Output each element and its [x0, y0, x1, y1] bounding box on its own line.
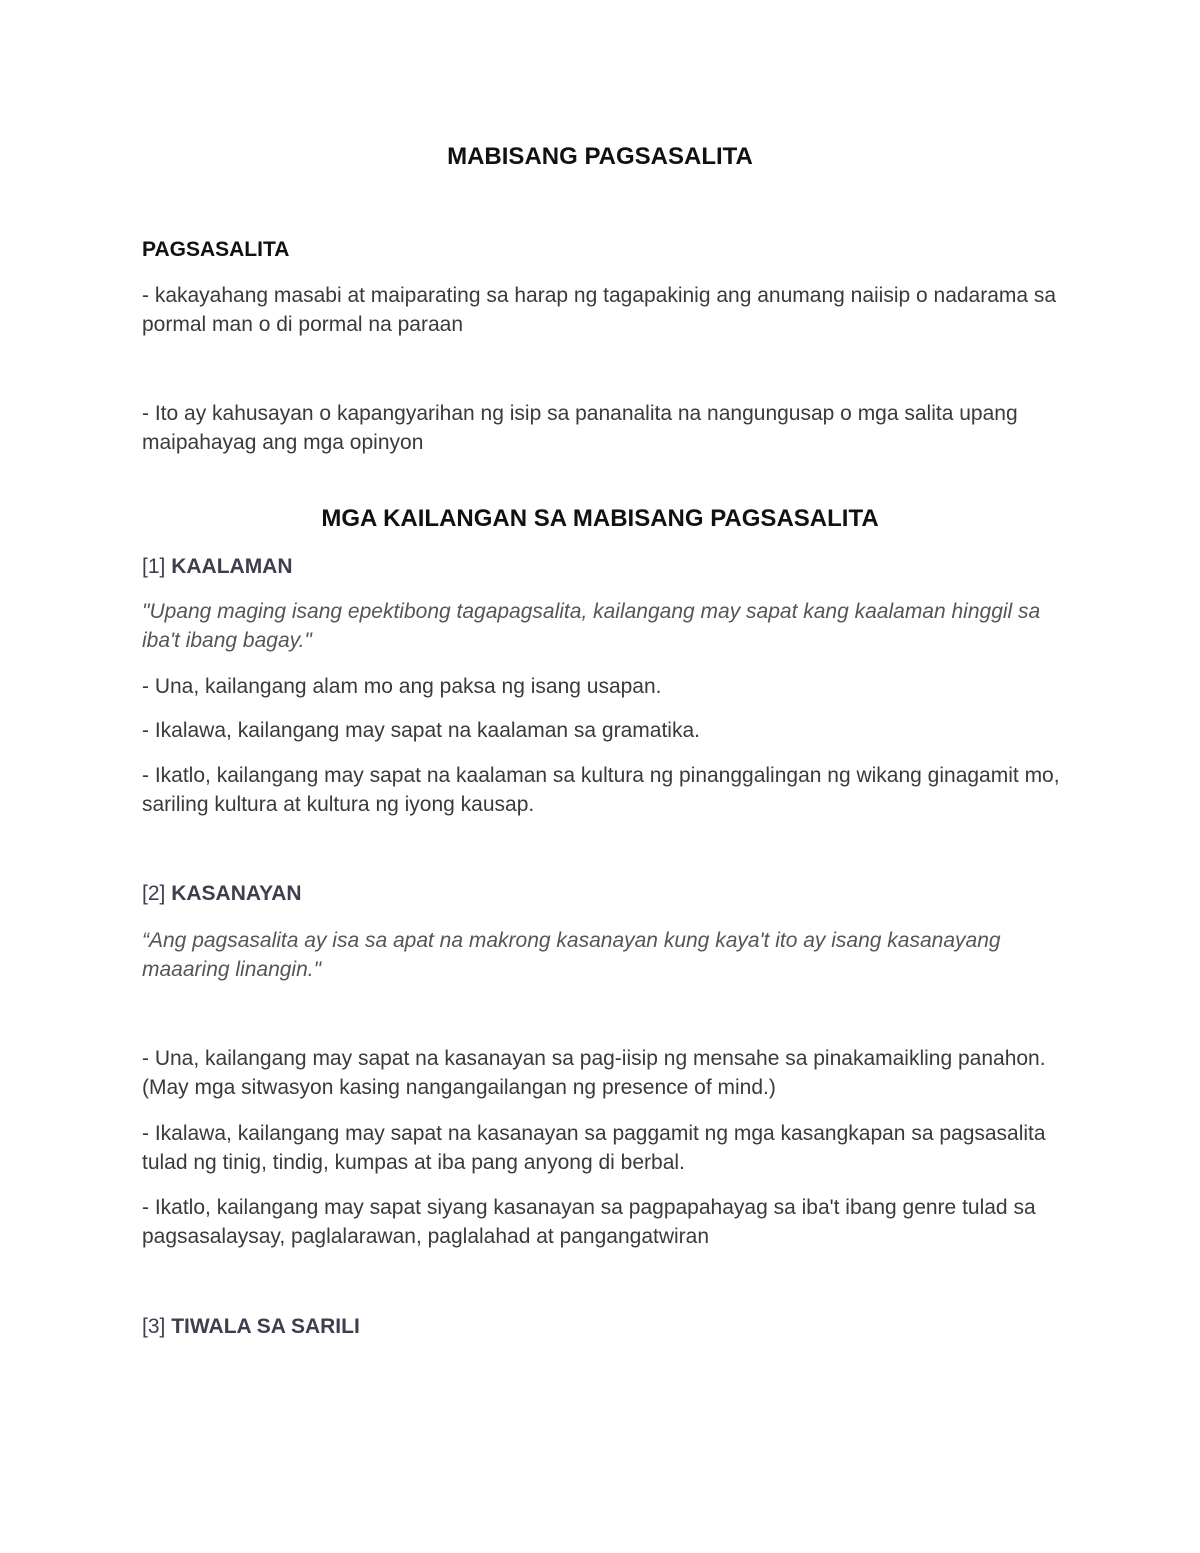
- section-number: [2]: [142, 882, 166, 905]
- section-quote: “Ang pagsasalita ay isa sa apat na makrong kasanayan kung kaya't ito ay isang kasanayang maaaring linangin.": [142, 929, 1001, 981]
- section-name: TIWALA SA SARILI: [171, 1315, 360, 1338]
- section-point: - Una, kailangang may sapat na kasanayan sa pag-iisip ng mensahe sa pinakamaikling panahon. (May mga sitwasyon kasing nangangailangan ng presence of mind.): [142, 1047, 1046, 1099]
- section-point: - Ikatlo, kailangang may sapat na kaalaman sa kultura ng pinanggalingan ng wikang ginagamit mo, sariling kultura at kultura ng iyong kausap.: [142, 764, 1060, 816]
- section-heading-tiwala: [142, 1315, 360, 1339]
- section-point: - Una, kailangang alam mo ang paksa ng isang usapan.: [142, 675, 662, 698]
- definition-item-2: - Ito ay kahusayan o kapangyarihan ng isip sa pananalita na nangungusap o mga salita upang maipahayag ang mga opinyon: [142, 402, 1018, 454]
- section-number: [3]: [142, 1315, 166, 1338]
- section-title: MGA KAILANGAN SA MABISANG PAGSASALITA: [321, 505, 879, 532]
- section-point: - Ikalawa, kailangang may sapat na kaalaman sa gramatika.: [142, 719, 700, 742]
- section-name: KAALAMAN: [171, 555, 293, 578]
- definition-item-1: - kakayahang masabi at maiparating sa harap ng tagapakinig ang anumang naiisip o nadarama sa pormal man o di pormal na paraan: [142, 284, 1057, 336]
- definition-heading: PAGSASALITA: [142, 238, 290, 261]
- section-quote: "Upang maging isang epektibong tagapagsalita, kailangang may sapat kang kaalaman hinggil sa iba't ibang bagay.": [142, 600, 1041, 652]
- section-number: [1]: [142, 555, 166, 578]
- section-heading-kasanayan: [142, 882, 302, 906]
- section-point: - Ikalawa, kailangang may sapat na kasanayan sa paggamit ng mga kasangkapan sa pagsasalita tulad ng tinig, tindig, kumpas at iba pang anyong di berbal.: [142, 1122, 1046, 1174]
- section-point: - Ikatlo, kailangang may sapat siyang kasanayan sa pagpapahayag sa iba't ibang genre tulad sa pagsasalaysay, paglalarawan, paglalahad at pangangatwiran: [142, 1196, 1036, 1248]
- section-heading-kaalaman: [142, 555, 293, 579]
- document-title: MABISANG PAGSASALITA: [447, 143, 753, 170]
- section-name: KASANAYAN: [171, 882, 302, 905]
